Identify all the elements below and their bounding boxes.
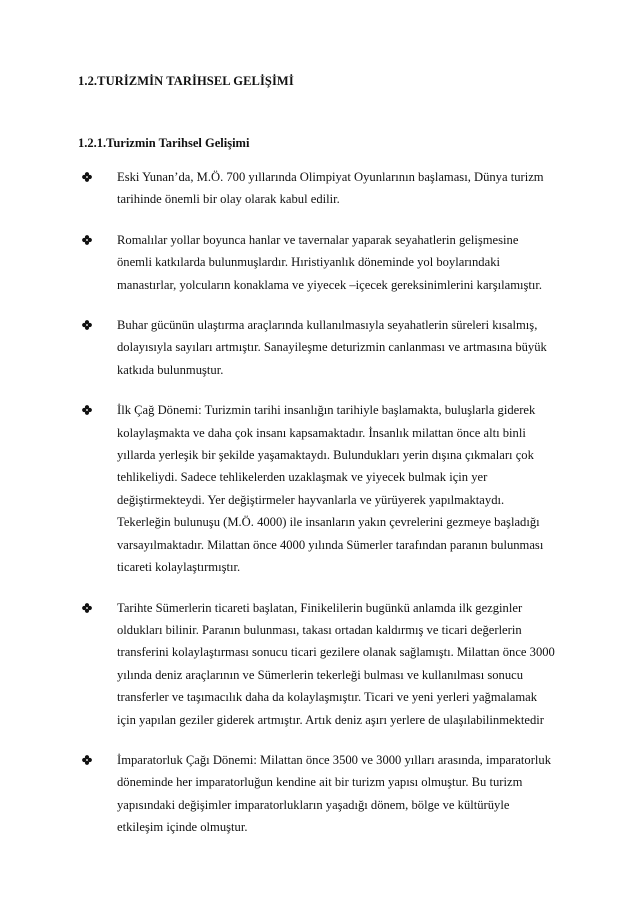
bullet-line: için yapılan geziler giderek artmıştır. Artık deniz aşırı yerlere de ulaşılabilinmektedir <box>117 712 544 727</box>
bullet-line: yıllarda yerleşik bir şekilde yaşamaktaydı. Bulundukları yerin dışına çıkmaları çok <box>117 448 534 463</box>
section-heading: 1.2.TURİZMİN TARİHSEL GELİŞİMİ <box>78 74 294 88</box>
diamond-bullet-icon <box>82 320 92 330</box>
bullet-line: varsayılmaktadır. Milattan önce 4000 yılında Sümerler tarafından paranın bulunması <box>117 537 544 552</box>
bullet-text <box>117 166 570 211</box>
bullet-line: kolaylaşmakta ve daha çok insanı kapsamaktadır. İnsanlık milattan önce altı binli <box>117 425 526 440</box>
bullet-line: transferler ve taşımacılık daha da kolaylaşmıştır. Ticari ve yeni yerleri yağmalamak <box>117 690 538 705</box>
bullet-line: etkileşim içinde olmuştur. <box>117 820 248 835</box>
bullet-item <box>78 597 570 731</box>
bullet-line: katkıda bulunmuştur. <box>117 362 224 377</box>
diamond-bullet-icon <box>82 172 92 182</box>
bullet-line: Eski Yunan’da, M.Ö. 700 yıllarında Olimpiyat Oyunlarının başlaması, Dünya turizm <box>117 170 544 184</box>
bullet-item <box>78 399 570 578</box>
diamond-bullet-icon <box>82 755 92 765</box>
bullet-text <box>117 229 570 296</box>
bullet-line: ticareti kolaylaştırmıştır. <box>117 560 241 575</box>
bullet-text <box>117 597 570 731</box>
bullet-line: yılında deniz araçlarının ve Sümerlerin tekerleği bulması ve kullanılması sonucu <box>117 667 524 682</box>
bullet-line: yapısındaki değişimler imparatorlukların yaşadığı dönem, bölge ve kültürüyle <box>117 797 510 812</box>
bullet-line: İlk Çağ Dönemi: Turizmin tarihi insanlığın tarihiyle başlamakta, buluşlarla giderek <box>117 403 536 418</box>
bullet-line: manastırlar, yolcuların konaklama ve yiyecek –içecek gereksinimlerini karşılamıştır. <box>117 277 543 292</box>
bullet-line: dolayısıyla sayıları artmıştır. Sanayileşme deturizmin canlanması ve artmasına büyük <box>117 340 547 355</box>
bullet-line: tarihinde önemli bir olay olarak kabul edilir. <box>117 192 340 207</box>
bullet-line: Tekerleğin bulunuşu (M.Ö. 4000) ile insanların yakın çevrelerini gezmeye başladığı <box>117 515 540 530</box>
diamond-bullet-icon <box>82 603 92 613</box>
bullet-line: değiştirmekteydi. Yer değiştirmeler hayvanlarla ve yürüyerek yapılmaktaydı. <box>117 492 505 507</box>
bullet-list <box>78 166 570 857</box>
bullet-item <box>78 166 570 211</box>
bullet-line: Tarihte Sümerlerin ticareti başlatan, Finikelilerin bugünkü anlamda ilk gezginler <box>117 600 523 615</box>
bullet-line: Buhar gücünün ulaştırma araçlarında kullanılmasıyla seyahatlerin süreleri kısalmış, <box>117 318 538 333</box>
bullet-line: önemli katkılarda bulunmuşlardır. Hıristiyanlık döneminde yol boylarındaki <box>117 255 500 270</box>
bullet-line: oldukları bilinir. Paranın bulunması, takası ortadan kaldırmış ve ticari değerlerin <box>117 622 522 637</box>
bullet-line: Romalılar yollar boyunca hanlar ve tavernalar yaparak seyahatlerin gelişmesine <box>117 232 519 247</box>
bullet-line: döneminde her imparatorluğun kendine ait bir turizm yapısı olmuştur. Bu turizm <box>117 775 523 790</box>
diamond-bullet-icon <box>82 405 92 415</box>
bullet-text <box>117 749 570 839</box>
bullet-line: İmparatorluk Çağı Dönemi: Milattan önce 3500 ve 3000 yılları arasında, imparatorluk <box>117 752 552 767</box>
bullet-text <box>117 399 570 578</box>
bullet-item <box>78 314 570 381</box>
bullet-line: tehlikeliydi. Sadece tehlikelerden uzaklaşmak ve yiyecek bulmak için yer <box>117 470 488 485</box>
bullet-line: transferini kolaylaştırması sonucu ticari gezilere olanak sağlamıştı. Milattan önce 3000 <box>117 645 555 660</box>
bullet-text <box>117 314 570 381</box>
diamond-bullet-icon <box>82 235 92 245</box>
bullet-item <box>78 749 570 839</box>
bullet-item <box>78 229 570 296</box>
subsection-heading: 1.2.1.Turizmin Tarihsel Gelişimi <box>78 136 250 150</box>
